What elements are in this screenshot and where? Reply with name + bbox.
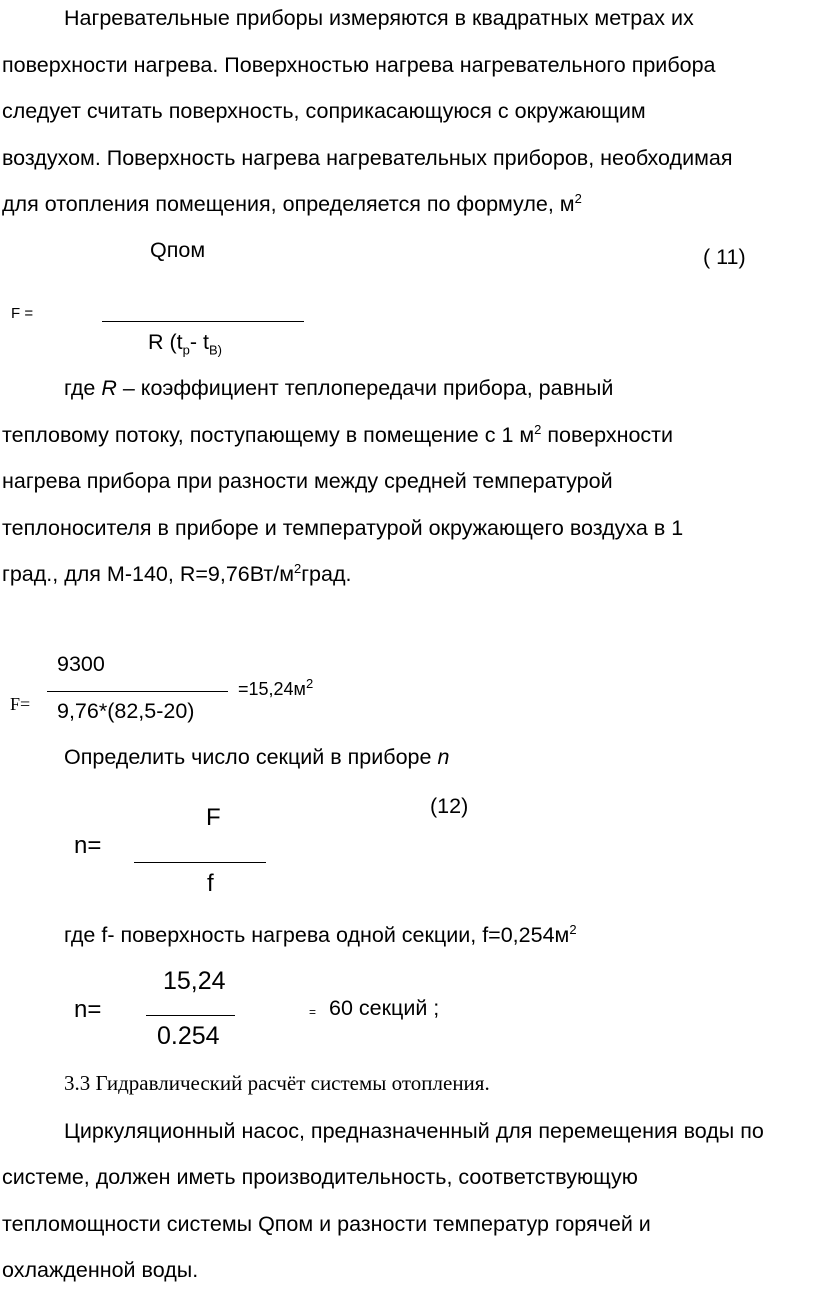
- formula12-denominator: f: [207, 870, 214, 897]
- calc1-result: [238, 677, 313, 701]
- section-heading: 3.3 Гидравлический расчёт системы отопления.: [64, 1071, 490, 1095]
- calc2-fraction-bar: [146, 1015, 235, 1016]
- para1-line5: [2, 192, 582, 216]
- formula11-den-a: R (t: [148, 330, 183, 354]
- para2-line2: [2, 423, 673, 447]
- calc1-numerator: 9300: [57, 652, 105, 676]
- para1-line5-text: для отопления помещения, определяется по формуле, м: [2, 192, 575, 216]
- para1-line4: воздухом. Поверхность нагрева нагревательных приборов, необходимая: [2, 146, 733, 170]
- para2-line5-sup: 2: [293, 560, 302, 576]
- para2-line3: нагрева прибора при разности между средней температурой: [2, 469, 613, 493]
- formula11-lhs: F =: [11, 305, 34, 322]
- formula11-fraction-bar: [102, 321, 304, 322]
- formula12-lhs: n=: [74, 832, 102, 859]
- para1-line5-sup: 2: [574, 190, 582, 206]
- calc1-lhs: F=: [10, 694, 31, 714]
- para5-line3: тепломощности системы Qпом и разности температур горячей и: [2, 1212, 651, 1236]
- calc1-fraction-bar: [47, 691, 228, 692]
- para3-line: [64, 745, 449, 769]
- formula12-numerator: F: [206, 804, 221, 831]
- para5-line4: охлажденной воды.: [2, 1258, 199, 1282]
- para5-line1: Циркуляционный насос, предназначенный для перемещения воды по: [64, 1119, 764, 1143]
- para1-line3: следует считать поверхность, соприкасающуюся с окружающим: [2, 99, 646, 123]
- calc1-result-text: =15,24м: [238, 679, 306, 699]
- formula12-number: (12): [430, 794, 469, 818]
- para2-line2-a: тепловому потоку, поступающему в помещение с 1 м: [2, 423, 535, 447]
- formula12-fraction-bar: [134, 862, 266, 863]
- formula11-den-sub-p: p: [182, 342, 190, 358]
- formula11-denominator: [148, 330, 222, 358]
- formula11-numerator: Qпом: [150, 238, 206, 262]
- formula11-number: ( 11): [703, 245, 746, 269]
- para2-line5: [2, 562, 352, 586]
- formula11-den-b: - t: [189, 330, 209, 354]
- para2-line2-sup: 2: [534, 421, 542, 437]
- para2-line5-a: град., для М-140, R=9,76Вт/м: [2, 562, 294, 586]
- calc2-denominator: 0.254: [157, 1022, 220, 1050]
- calc2-result: 60 секций ;: [329, 996, 440, 1020]
- para3-text: Определить число секций в приборе: [64, 745, 438, 769]
- para1-line1: Нагревательные приборы измеряются в квадратных метрах их: [64, 6, 694, 30]
- para3-n: n: [437, 745, 450, 769]
- para2-line1-b: – коэффициент теплопередачи прибора, равный: [116, 376, 614, 400]
- para2-line1: [64, 376, 613, 400]
- para2-line5-b: град.: [301, 562, 352, 586]
- para4-sup: 2: [569, 921, 577, 937]
- para5-line2: системе, должен иметь производительность, соответствующую: [2, 1165, 638, 1189]
- para1-line2: поверхности нагрева. Поверхностью нагрева нагревательного прибора: [2, 53, 716, 77]
- para4-line: [64, 923, 577, 947]
- para2-line2-b: поверхности: [541, 423, 674, 447]
- calc2-lhs: n=: [74, 996, 102, 1023]
- calc1-result-sup: 2: [305, 676, 314, 691]
- calc2-eq: =: [309, 1005, 317, 1019]
- para4-text: где f- поверхность нагрева одной секции, f=0,254м: [64, 923, 570, 947]
- para2-line4: теплоносителя в приборе и температурой окружающего воздуха в 1: [2, 516, 684, 540]
- para2-line1-a: где: [64, 376, 102, 400]
- para2-line1-r: R: [101, 376, 117, 400]
- formula11-den-sub-b: B): [208, 342, 222, 358]
- calc2-numerator: 15,24: [163, 967, 226, 995]
- calc1-denominator: 9,76*(82,5-20): [57, 699, 195, 723]
